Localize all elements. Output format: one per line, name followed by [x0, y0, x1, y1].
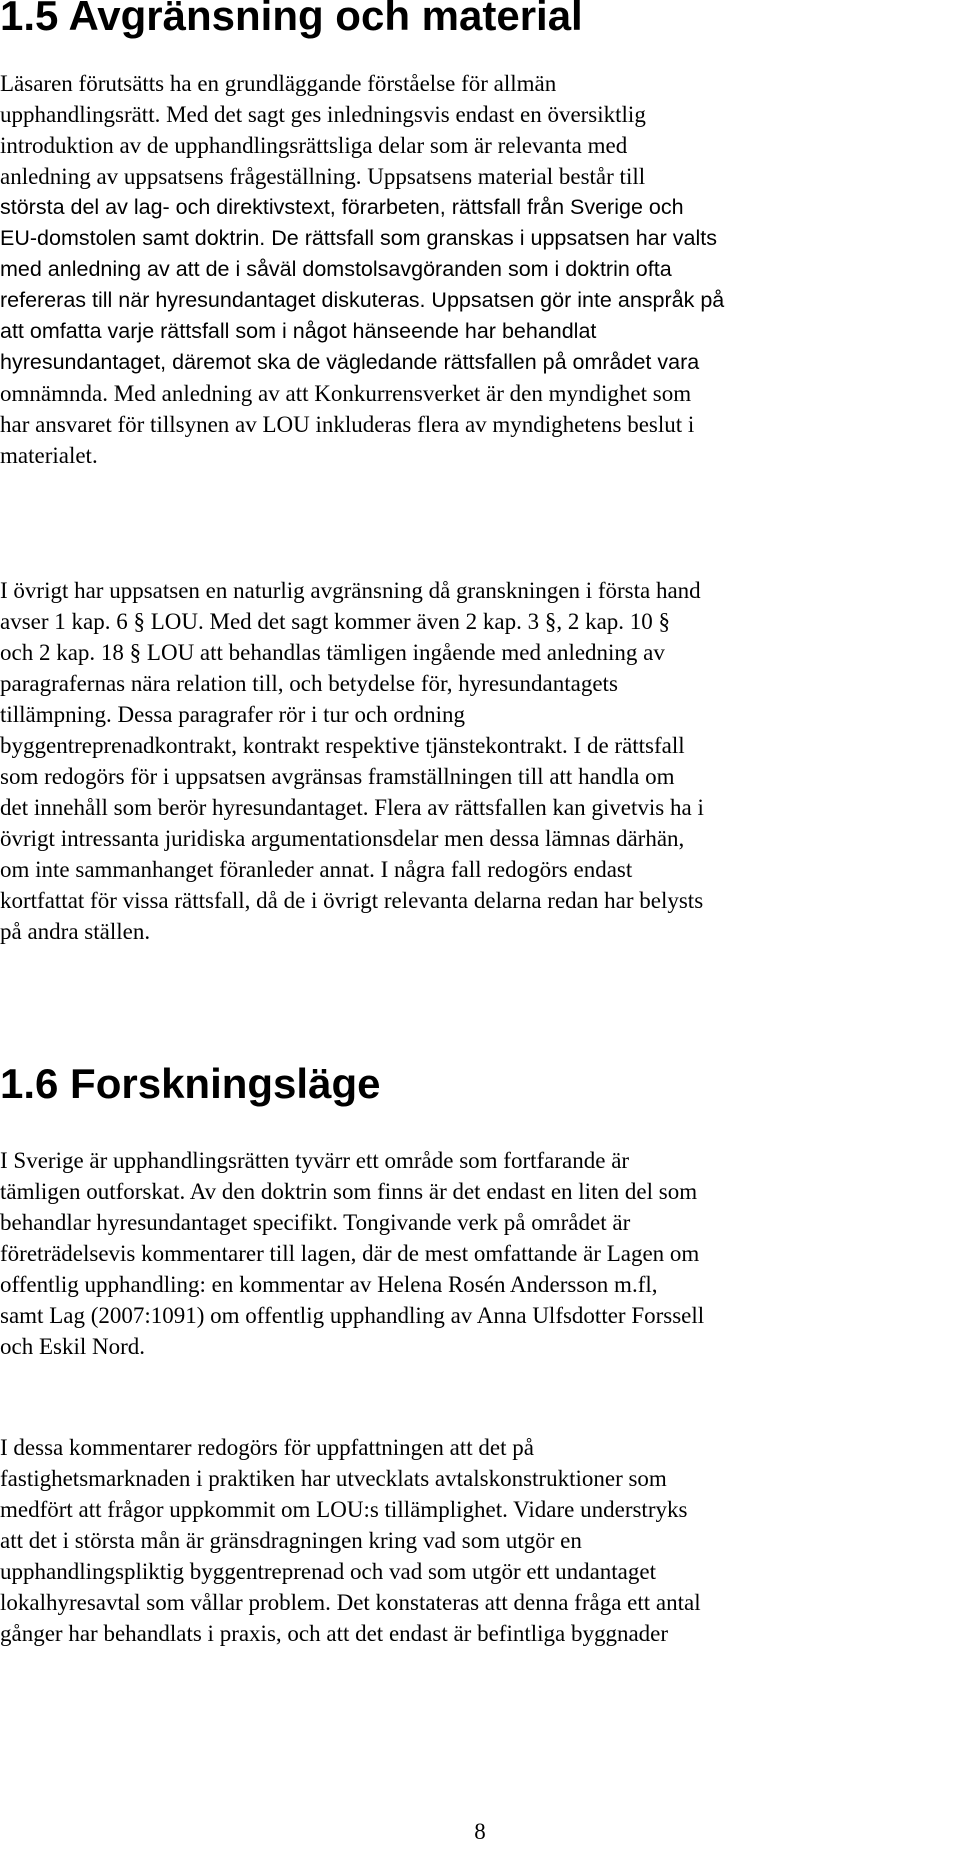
text-line: övrigt intressanta juridiska argumentationsdelar men dessa lämnas därhän, [0, 826, 685, 851]
text-line: anledning av uppsatsens frågeställning. Uppsatsens material består till [0, 164, 646, 189]
text-line: det innehåll som berör hyresundantaget. Flera av rättsfallen kan givetvis ha i [0, 795, 704, 820]
section-heading-1-5: 1.5 Avgränsning och material [0, 0, 583, 39]
text-line: I dessa kommentarer redogörs för uppfattningen att det på [0, 1435, 534, 1460]
text-line: byggentreprenadkontrakt, kontrakt respektive tjänstekontrakt. I de rättsfall [0, 733, 685, 758]
text-line: att det i största mån är gränsdragningen kring vad som utgör en [0, 1528, 582, 1553]
text-line: offentlig upphandling: en kommentar av Helena Rosén Andersson m.fl, [0, 1272, 658, 1297]
text-line: I övrigt har uppsatsen en naturlig avgränsning då granskningen i första hand [0, 578, 701, 603]
text-line: avser 1 kap. 6 § LOU. Med det sagt kommer även 2 kap. 3 §, 2 kap. 10 § [0, 609, 671, 634]
paragraph-1-5-a [0, 68, 960, 471]
text-line: introduktion av de upphandlingsrättsliga delar som är relevanta med [0, 133, 628, 158]
text-line: EU-domstolen samt doktrin. De rättsfall som granskas i uppsatsen har valts [0, 226, 717, 250]
text-line: upphandlingsrätt. Med det sagt ges inledningsvis endast en översiktlig [0, 102, 646, 127]
text-line: företrädelsevis kommentarer till lagen, där de mest omfattande är Lagen om [0, 1241, 700, 1266]
text-line: medfört att frågor uppkommit om LOU:s tillämplighet. Vidare understryks [0, 1497, 688, 1522]
text-line: behandlar hyresundantaget specifikt. Tongivande verk på området är [0, 1210, 631, 1235]
paragraph-1-5-b [0, 575, 960, 947]
text-line: att omfatta varje rättsfall som i något hänseende har behandlat [0, 319, 597, 343]
text-line: omnämnda. Med anledning av att Konkurrensverket är den myndighet som [0, 381, 692, 406]
text-line: största del av lag- och direktivstext, förarbeten, rättsfall från Sverige och [0, 195, 684, 219]
text-line: refereras till när hyresundantaget diskuteras. Uppsatsen gör inte anspråk på [0, 288, 725, 312]
text-line: I Sverige är upphandlingsrätten tyvärr ett område som fortfarande är [0, 1148, 630, 1173]
text-line: fastighetsmarknaden i praktiken har utvecklats avtalskonstruktioner som [0, 1466, 667, 1491]
text-line: som redogörs för i uppsatsen avgränsas framställningen till att handla om [0, 764, 675, 789]
text-line: om inte sammanhanget föranleder annat. I några fall redogörs endast [0, 857, 633, 882]
text-line: tillämpning. Dessa paragrafer rör i tur och ordning [0, 702, 465, 727]
paragraph-1-6-a [0, 1145, 960, 1362]
text-line: gånger har behandlats i praxis, och att det endast är befintliga byggnader [0, 1621, 669, 1646]
paragraph-1-6-b [0, 1432, 960, 1649]
text-line: Läsaren förutsätts ha en grundläggande förståelse för allmän [0, 71, 557, 96]
section-heading-1-6: 1.6 Forskningsläge [0, 1060, 381, 1107]
text-line: lokalhyresavtal som vållar problem. Det konstateras att denna fråga ett antal [0, 1590, 701, 1615]
text-line: samt Lag (2007:1091) om offentlig upphandling av Anna Ulfsdotter Forssell [0, 1303, 705, 1328]
text-line: hyresundantaget, däremot ska de vägledande rättsfallen på området vara [0, 350, 700, 374]
text-line: kortfattat för vissa rättsfall, då de i övrigt relevanta delarna redan har belysts [0, 888, 704, 913]
text-line: tämligen outforskat. Av den doktrin som finns är det endast en liten del som [0, 1179, 698, 1204]
text-line: med anledning av att de i såväl domstolsavgöranden som i doktrin ofta [0, 257, 672, 281]
text-line: materialet. [0, 443, 98, 468]
page-number: 8 [474, 1819, 486, 1844]
text-line: upphandlingspliktig byggentreprenad och vad som utgör ett undantaget [0, 1559, 656, 1584]
text-line: har ansvaret för tillsynen av LOU inkluderas flera av myndighetens beslut i [0, 412, 695, 437]
text-line: paragrafernas nära relation till, och betydelse för, hyresundantagets [0, 671, 618, 696]
text-line: och Eskil Nord. [0, 1334, 146, 1359]
text-line: på andra ställen. [0, 919, 151, 944]
text-line: och 2 kap. 18 § LOU att behandlas tämligen ingående med anledning av [0, 640, 665, 665]
